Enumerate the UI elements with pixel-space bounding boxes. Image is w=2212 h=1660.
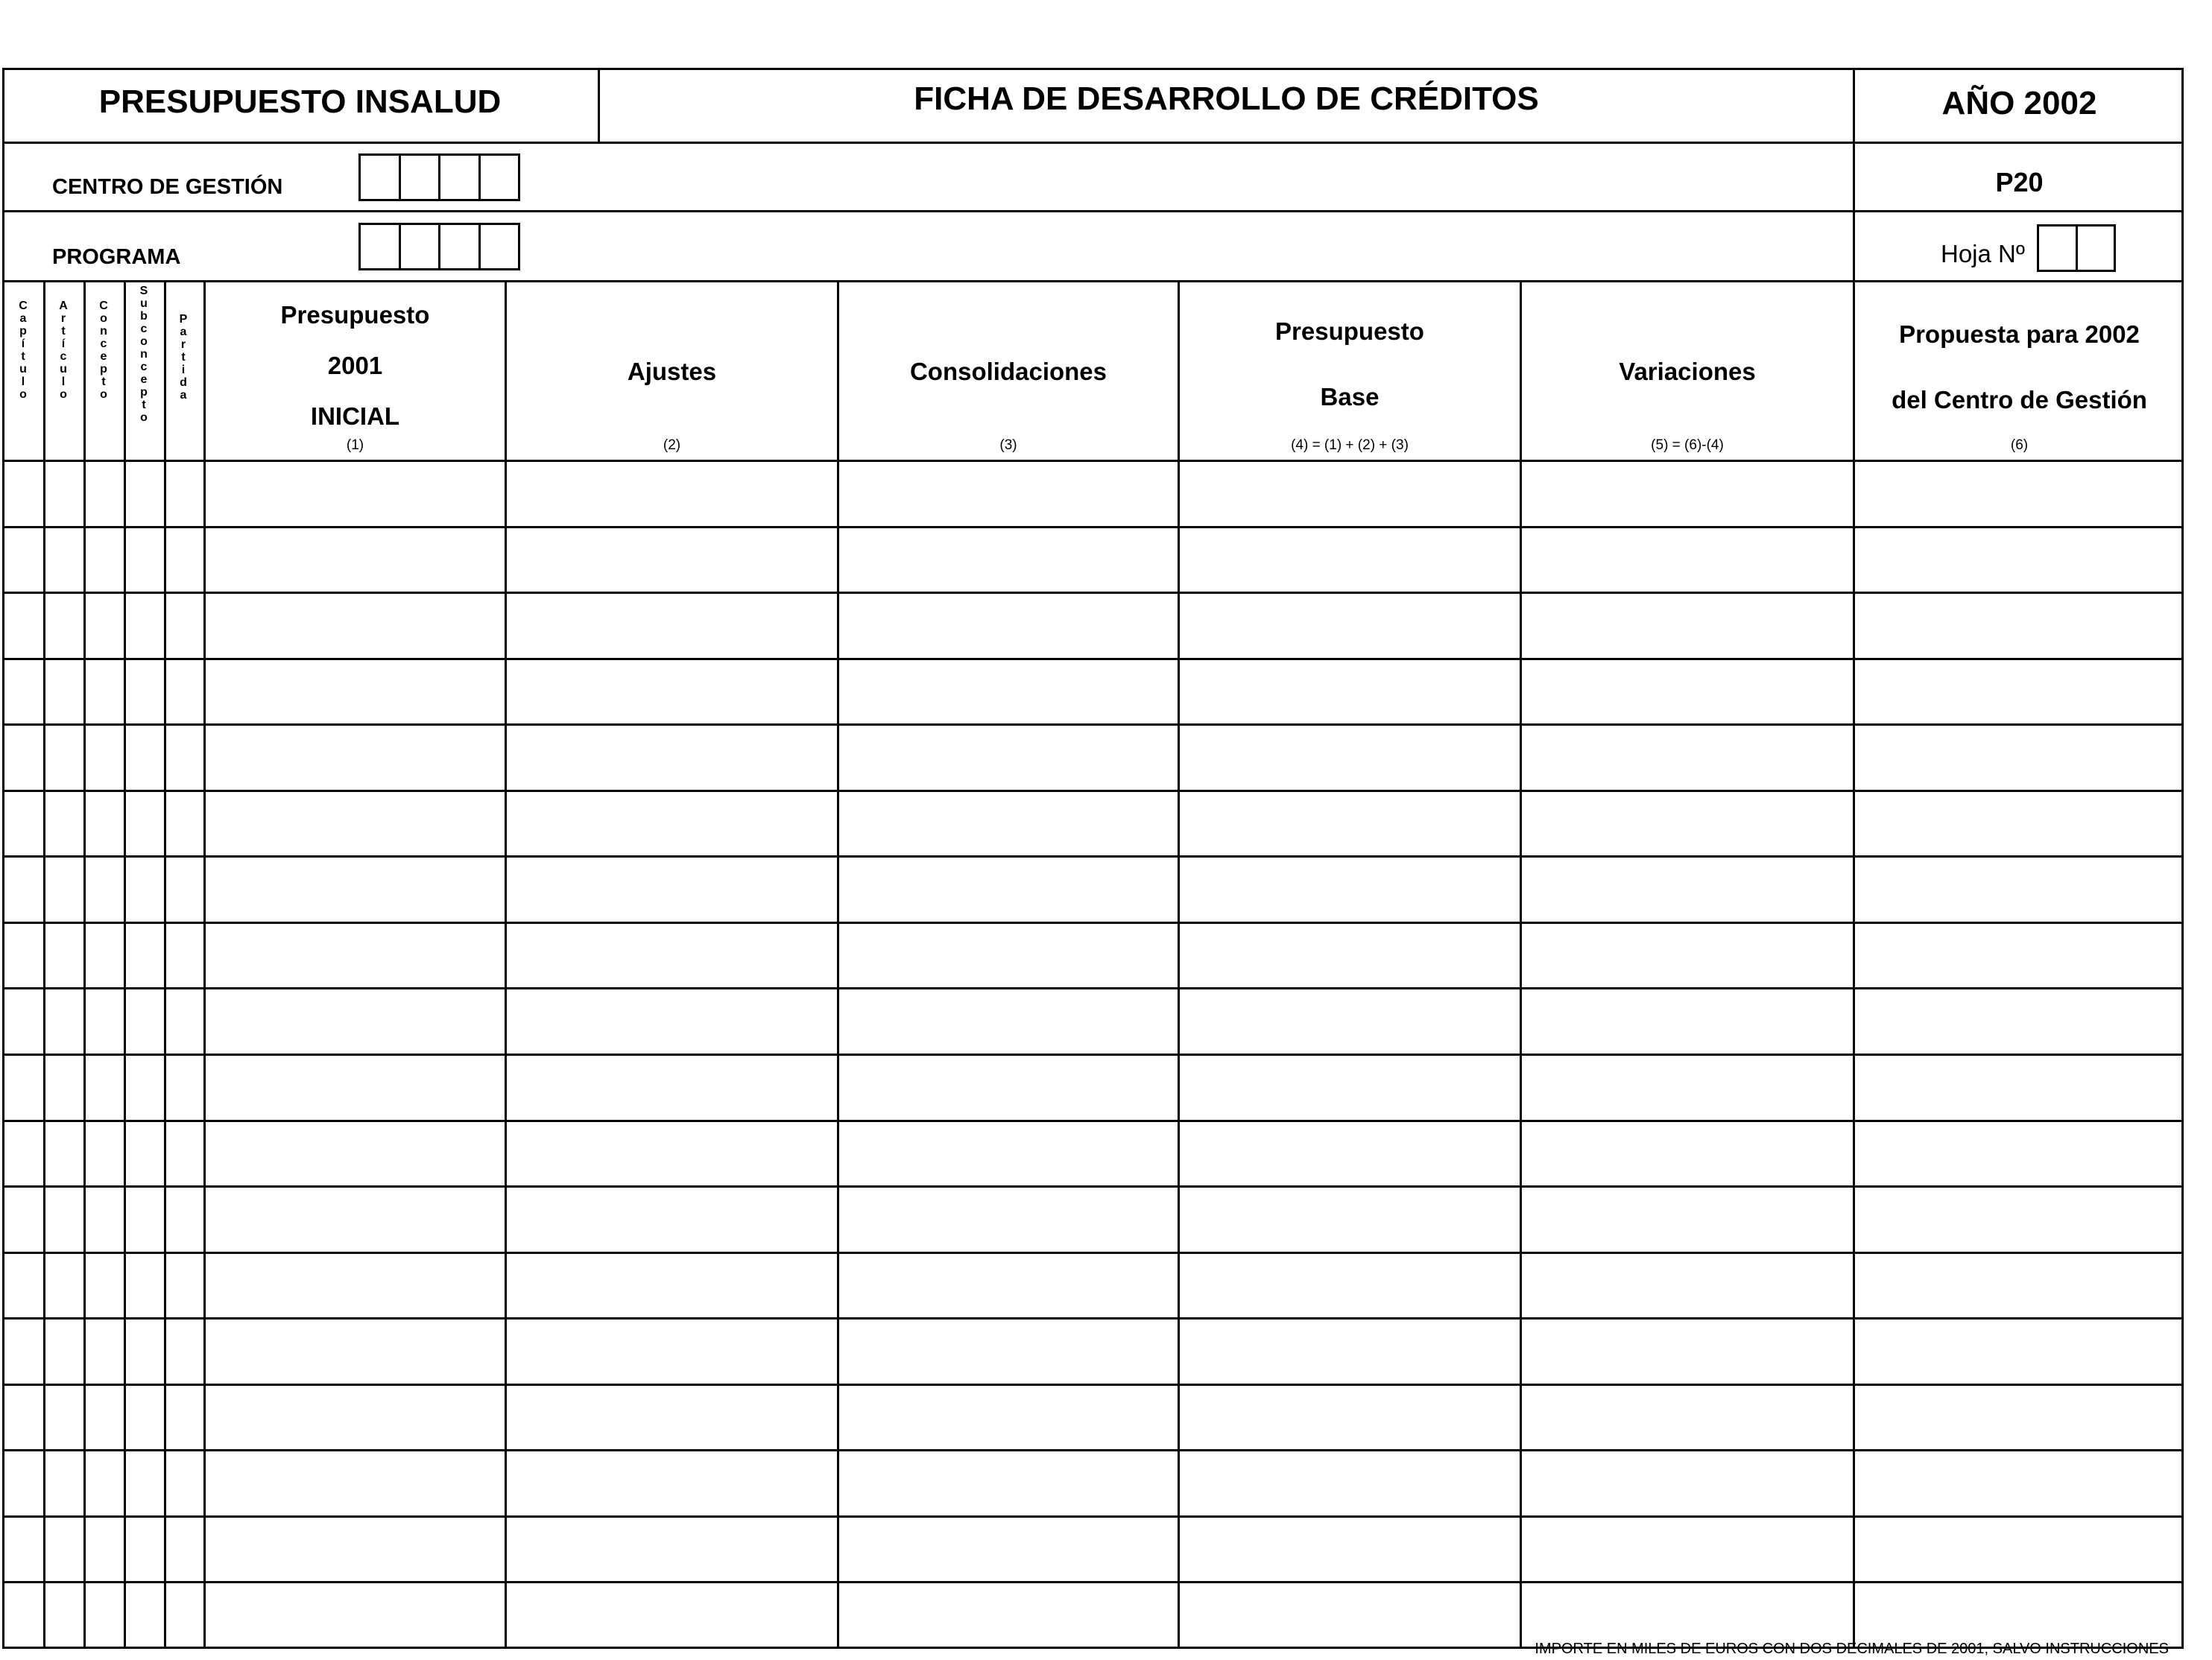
table-cell[interactable] (45, 924, 83, 987)
table-cell[interactable] (1855, 462, 2181, 526)
table-cell[interactable] (1855, 1320, 2181, 1384)
form-code: P20 (1995, 167, 2044, 197)
table-cell[interactable] (206, 858, 505, 922)
table-cell[interactable] (1180, 1056, 1520, 1120)
table-cell[interactable] (126, 1188, 164, 1252)
table-cell[interactable] (206, 924, 505, 987)
table-cell[interactable] (839, 989, 1178, 1054)
table-cell[interactable] (45, 726, 83, 790)
code-col-concepto: C o n c e p t o (99, 300, 108, 401)
table-cell[interactable] (166, 1386, 203, 1449)
table-cell[interactable] (7, 1320, 43, 1384)
table-cell[interactable] (7, 858, 43, 922)
table-cell[interactable] (126, 594, 164, 658)
divider (2, 280, 2184, 282)
table-cell[interactable] (1855, 1583, 2181, 1647)
table-cell[interactable] (166, 1122, 203, 1185)
table-cell[interactable] (1180, 924, 1520, 987)
table-cell[interactable] (1180, 1254, 1520, 1317)
table-cell[interactable] (507, 1122, 837, 1185)
table-cell[interactable] (507, 1451, 837, 1515)
table-cell[interactable] (1855, 792, 2181, 855)
table-cell[interactable] (1180, 1451, 1520, 1515)
table-cell[interactable] (1522, 1518, 1853, 1581)
table-cell[interactable] (7, 1122, 43, 1185)
table-cell[interactable] (1522, 1254, 1853, 1317)
col-propuesta: Propuesta para 2002 del Centro de Gestión (6) (1855, 283, 2184, 460)
table-cell[interactable] (1180, 1518, 1520, 1581)
table-cell[interactable] (126, 462, 164, 526)
col-consolidaciones: Consolidaciones (3) (839, 283, 1178, 460)
table-cell[interactable] (45, 1583, 83, 1647)
divider (2, 210, 2184, 212)
table-cell[interactable] (1522, 660, 1853, 723)
divider (2, 142, 2184, 144)
table-cell[interactable] (839, 528, 1178, 592)
table-cell[interactable] (1180, 528, 1520, 592)
table-cell[interactable] (206, 462, 505, 526)
table-cell[interactable] (7, 1451, 43, 1515)
table-cell[interactable] (86, 726, 124, 790)
table-cell[interactable] (1180, 462, 1520, 526)
table-cell[interactable] (507, 1056, 837, 1120)
table-cell[interactable] (1180, 792, 1520, 855)
table-cell[interactable] (507, 1320, 837, 1384)
code-col-capitulo: C a p í t u l o (19, 300, 28, 401)
table-cell[interactable] (45, 660, 83, 723)
table-cell[interactable] (507, 1188, 837, 1252)
center-title: FICHA DE DESARROLLO DE CRÉDITOS (914, 80, 1539, 117)
table-cell[interactable] (166, 1056, 203, 1120)
table-cell[interactable] (507, 858, 837, 922)
table-cell[interactable] (7, 1056, 43, 1120)
table-cell[interactable] (1522, 1320, 1853, 1384)
table-cell[interactable] (7, 1518, 43, 1581)
table-cell[interactable] (839, 1188, 1178, 1252)
table-cell[interactable] (45, 989, 83, 1054)
table-cell[interactable] (45, 1451, 83, 1515)
formula-2: (2) (663, 437, 681, 453)
table-cell[interactable] (7, 528, 43, 592)
table-cell[interactable] (166, 792, 203, 855)
table-cell[interactable] (1855, 1386, 2181, 1449)
table-cell[interactable] (1522, 989, 1853, 1054)
table-cell[interactable] (45, 1320, 83, 1384)
table-cell[interactable] (839, 1254, 1178, 1317)
table-cell[interactable] (86, 1320, 124, 1384)
table-cell[interactable] (1180, 660, 1520, 723)
table-cell[interactable] (206, 1518, 505, 1581)
table-cell[interactable] (86, 858, 124, 922)
table-cell[interactable] (507, 528, 837, 592)
table-cell[interactable] (839, 858, 1178, 922)
table-cell[interactable] (1855, 726, 2181, 790)
table-cell[interactable] (1522, 726, 1853, 790)
table-cell[interactable] (7, 462, 43, 526)
table-cell[interactable] (45, 858, 83, 922)
table-cell[interactable] (1180, 594, 1520, 658)
table-cell[interactable] (45, 1056, 83, 1120)
table-cell[interactable] (126, 792, 164, 855)
table-cell[interactable] (45, 1386, 83, 1449)
table-cell[interactable] (7, 1583, 43, 1647)
table-cell[interactable] (86, 1518, 124, 1581)
table-cell[interactable] (126, 1122, 164, 1185)
table-cell[interactable] (86, 924, 124, 987)
table-cell[interactable] (507, 792, 837, 855)
col-presupuesto-base: Presupuesto Base (4) = (1) + (2) + (3) (1180, 283, 1520, 460)
table-cell[interactable] (86, 462, 124, 526)
table-cell[interactable] (126, 858, 164, 922)
table-row (0, 462, 2212, 526)
table-cell[interactable] (45, 1188, 83, 1252)
table-row (0, 594, 2212, 658)
table-cell[interactable] (166, 462, 203, 526)
table-cell[interactable] (507, 989, 837, 1054)
table-cell[interactable] (7, 594, 43, 658)
table-cell[interactable] (1855, 858, 2181, 922)
table-cell[interactable] (126, 1518, 164, 1581)
table-cell[interactable] (45, 1122, 83, 1185)
table-cell[interactable] (206, 792, 505, 855)
code-col-articulo: A r t í c u l o (59, 300, 68, 401)
table-cell[interactable] (1855, 989, 2181, 1054)
table-row (0, 1320, 2212, 1384)
table-cell[interactable] (86, 1056, 124, 1120)
table-cell[interactable] (206, 1320, 505, 1384)
table-cell[interactable] (507, 1386, 837, 1449)
formula-1: (1) (346, 437, 364, 453)
table-cell[interactable] (206, 1122, 505, 1185)
table-cell[interactable] (166, 594, 203, 658)
table-cell[interactable] (166, 1188, 203, 1252)
table-cell[interactable] (86, 594, 124, 658)
code-col-partida: P a r t i d a (179, 313, 188, 402)
table-cell[interactable] (1522, 594, 1853, 658)
table-cell[interactable] (206, 594, 505, 658)
col-presupuesto-inicial: Presupuesto 2001 INICIAL (1) (206, 283, 505, 460)
table-cell[interactable] (206, 1451, 505, 1515)
table-cell[interactable] (839, 924, 1178, 987)
col-variaciones: Variaciones (5) = (6)-(4) (1522, 283, 1853, 460)
table-cell[interactable] (1855, 594, 2181, 658)
table-row (0, 924, 2212, 987)
table-cell[interactable] (507, 594, 837, 658)
table-cell[interactable] (839, 1122, 1178, 1185)
formula-3: (3) (999, 437, 1017, 453)
table-cell[interactable] (7, 1386, 43, 1449)
table-cell[interactable] (126, 528, 164, 592)
table-cell[interactable] (45, 1254, 83, 1317)
table-cell[interactable] (839, 660, 1178, 723)
table-cell[interactable] (86, 1583, 124, 1647)
table-cell[interactable] (1855, 1188, 2181, 1252)
table-cell[interactable] (1855, 660, 2181, 723)
table-cell[interactable] (206, 1386, 505, 1449)
table-cell[interactable] (86, 528, 124, 592)
table-row (0, 1254, 2212, 1317)
table-row (0, 1518, 2212, 1581)
table-cell[interactable] (86, 1451, 124, 1515)
table-cell[interactable] (166, 1518, 203, 1581)
col-ajustes: Ajustes (2) (507, 283, 837, 460)
table-cell[interactable] (1522, 858, 1853, 922)
table-row (0, 660, 2212, 723)
table-cell[interactable] (1855, 1451, 2181, 1515)
table-cell[interactable] (1522, 528, 1853, 592)
table-cell[interactable] (7, 726, 43, 790)
table-cell[interactable] (839, 1583, 1178, 1647)
table-cell[interactable] (166, 989, 203, 1054)
footer-note: IMPORTE EN MILES DE EUROS CON DOS DECIMALES DE 2001, SALVO INSTRUCCIONES (1535, 1641, 2169, 1657)
table-cell[interactable] (45, 462, 83, 526)
table-cell[interactable] (86, 660, 124, 723)
table-cell[interactable] (507, 924, 837, 987)
table-cell[interactable] (1522, 1386, 1853, 1449)
table-cell[interactable] (86, 989, 124, 1054)
table-cell[interactable] (206, 1254, 505, 1317)
table-cell[interactable] (86, 1254, 124, 1317)
table-cell[interactable] (1522, 1122, 1853, 1185)
table-cell[interactable] (1180, 726, 1520, 790)
table-cell[interactable] (1855, 1056, 2181, 1120)
hoja-number-input[interactable] (2037, 224, 2116, 272)
table-cell[interactable] (507, 1254, 837, 1317)
table-cell[interactable] (507, 1583, 837, 1647)
table-cell[interactable] (166, 1320, 203, 1384)
table-cell[interactable] (1522, 1451, 1853, 1515)
table-cell[interactable] (45, 1518, 83, 1581)
table-cell[interactable] (1180, 1188, 1520, 1252)
left-title: PRESUPUESTO INSALUD (98, 83, 502, 120)
table-cell[interactable] (1180, 989, 1520, 1054)
formula-4: (4) = (1) + (2) + (3) (1291, 437, 1409, 453)
table-cell[interactable] (1855, 528, 2181, 592)
table-cell[interactable] (126, 1451, 164, 1515)
table-cell[interactable] (1180, 1583, 1520, 1647)
table-cell[interactable] (1522, 1188, 1853, 1252)
centro-code-input[interactable] (358, 153, 520, 201)
table-cell[interactable] (839, 1056, 1178, 1120)
table-cell[interactable] (7, 1254, 43, 1317)
table-cell[interactable] (206, 528, 505, 592)
table-cell[interactable] (1855, 1518, 2181, 1581)
table-row (0, 1386, 2212, 1449)
table-cell[interactable] (206, 1188, 505, 1252)
table-row (0, 1188, 2212, 1252)
table-cell[interactable] (126, 1254, 164, 1317)
table-cell[interactable] (206, 726, 505, 790)
table-cell[interactable] (1522, 924, 1853, 987)
table-cell[interactable] (166, 726, 203, 790)
table-cell[interactable] (126, 1386, 164, 1449)
table-cell[interactable] (126, 924, 164, 987)
year-label: AÑO 2002 (1941, 85, 2097, 121)
table-cell[interactable] (86, 1188, 124, 1252)
table-row (0, 726, 2212, 790)
table-cell[interactable] (86, 792, 124, 855)
hoja-label: Hoja Nº (1941, 240, 2025, 267)
table-cell[interactable] (166, 924, 203, 987)
table-cell[interactable] (1180, 1386, 1520, 1449)
programa-code-input[interactable] (358, 223, 520, 270)
table-cell[interactable] (166, 660, 203, 723)
formula-6: (6) (2010, 437, 2029, 453)
table-cell[interactable] (1522, 462, 1853, 526)
table-cell[interactable] (507, 660, 837, 723)
table-cell[interactable] (45, 792, 83, 855)
table-cell[interactable] (166, 1583, 203, 1647)
table-cell[interactable] (507, 1518, 837, 1581)
table-row (0, 989, 2212, 1054)
table-cell[interactable] (7, 989, 43, 1054)
table-cell[interactable] (507, 726, 837, 790)
table-cell[interactable] (839, 462, 1178, 526)
formula-5: (5) = (6)-(4) (1651, 437, 1724, 453)
code-col-subconcepto: S u b c o n c e p t o (139, 285, 148, 424)
table-cell[interactable] (839, 726, 1178, 790)
table-cell[interactable] (1855, 1254, 2181, 1317)
table-cell[interactable] (839, 594, 1178, 658)
table-cell[interactable] (1522, 1056, 1853, 1120)
programa-label: PROGRAMA (52, 245, 181, 269)
table-cell[interactable] (166, 858, 203, 922)
table-cell[interactable] (7, 792, 43, 855)
table-row (0, 528, 2212, 592)
table-cell[interactable] (166, 1254, 203, 1317)
table-cell[interactable] (1855, 1122, 2181, 1185)
table-cell[interactable] (839, 1518, 1178, 1581)
table-cell[interactable] (126, 1056, 164, 1120)
table-cell[interactable] (126, 989, 164, 1054)
table-cell[interactable] (1855, 924, 2181, 987)
table-row (0, 858, 2212, 922)
table-cell[interactable] (126, 1320, 164, 1384)
table-cell[interactable] (839, 1386, 1178, 1449)
centro-label: CENTRO DE GESTIÓN (52, 175, 283, 199)
table-cell[interactable] (507, 462, 837, 526)
table-cell[interactable] (166, 1451, 203, 1515)
table-cell[interactable] (1180, 1320, 1520, 1384)
table-cell[interactable] (126, 1583, 164, 1647)
table-row (0, 1122, 2212, 1185)
table-row (0, 1583, 2212, 1647)
table-row (0, 792, 2212, 855)
table-cell[interactable] (166, 528, 203, 592)
table-cell[interactable] (126, 726, 164, 790)
table-cell[interactable] (1522, 1583, 1853, 1647)
table-cell[interactable] (839, 792, 1178, 855)
table-cell[interactable] (7, 660, 43, 723)
table-cell[interactable] (86, 1122, 124, 1185)
table-cell[interactable] (206, 660, 505, 723)
table-cell[interactable] (1180, 1122, 1520, 1185)
table-cell[interactable] (7, 924, 43, 987)
table-cell[interactable] (839, 1320, 1178, 1384)
table-cell[interactable] (206, 1583, 505, 1647)
table-cell[interactable] (839, 1451, 1178, 1515)
table-cell[interactable] (206, 1056, 505, 1120)
table-cell[interactable] (206, 989, 505, 1054)
table-cell[interactable] (45, 594, 83, 658)
table-cell[interactable] (45, 528, 83, 592)
table-cell[interactable] (1522, 792, 1853, 855)
table-cell[interactable] (86, 1386, 124, 1449)
table-row (0, 1056, 2212, 1120)
table-cell[interactable] (1180, 858, 1520, 922)
table-cell[interactable] (7, 1188, 43, 1252)
table-cell[interactable] (126, 660, 164, 723)
table-row (0, 1451, 2212, 1515)
